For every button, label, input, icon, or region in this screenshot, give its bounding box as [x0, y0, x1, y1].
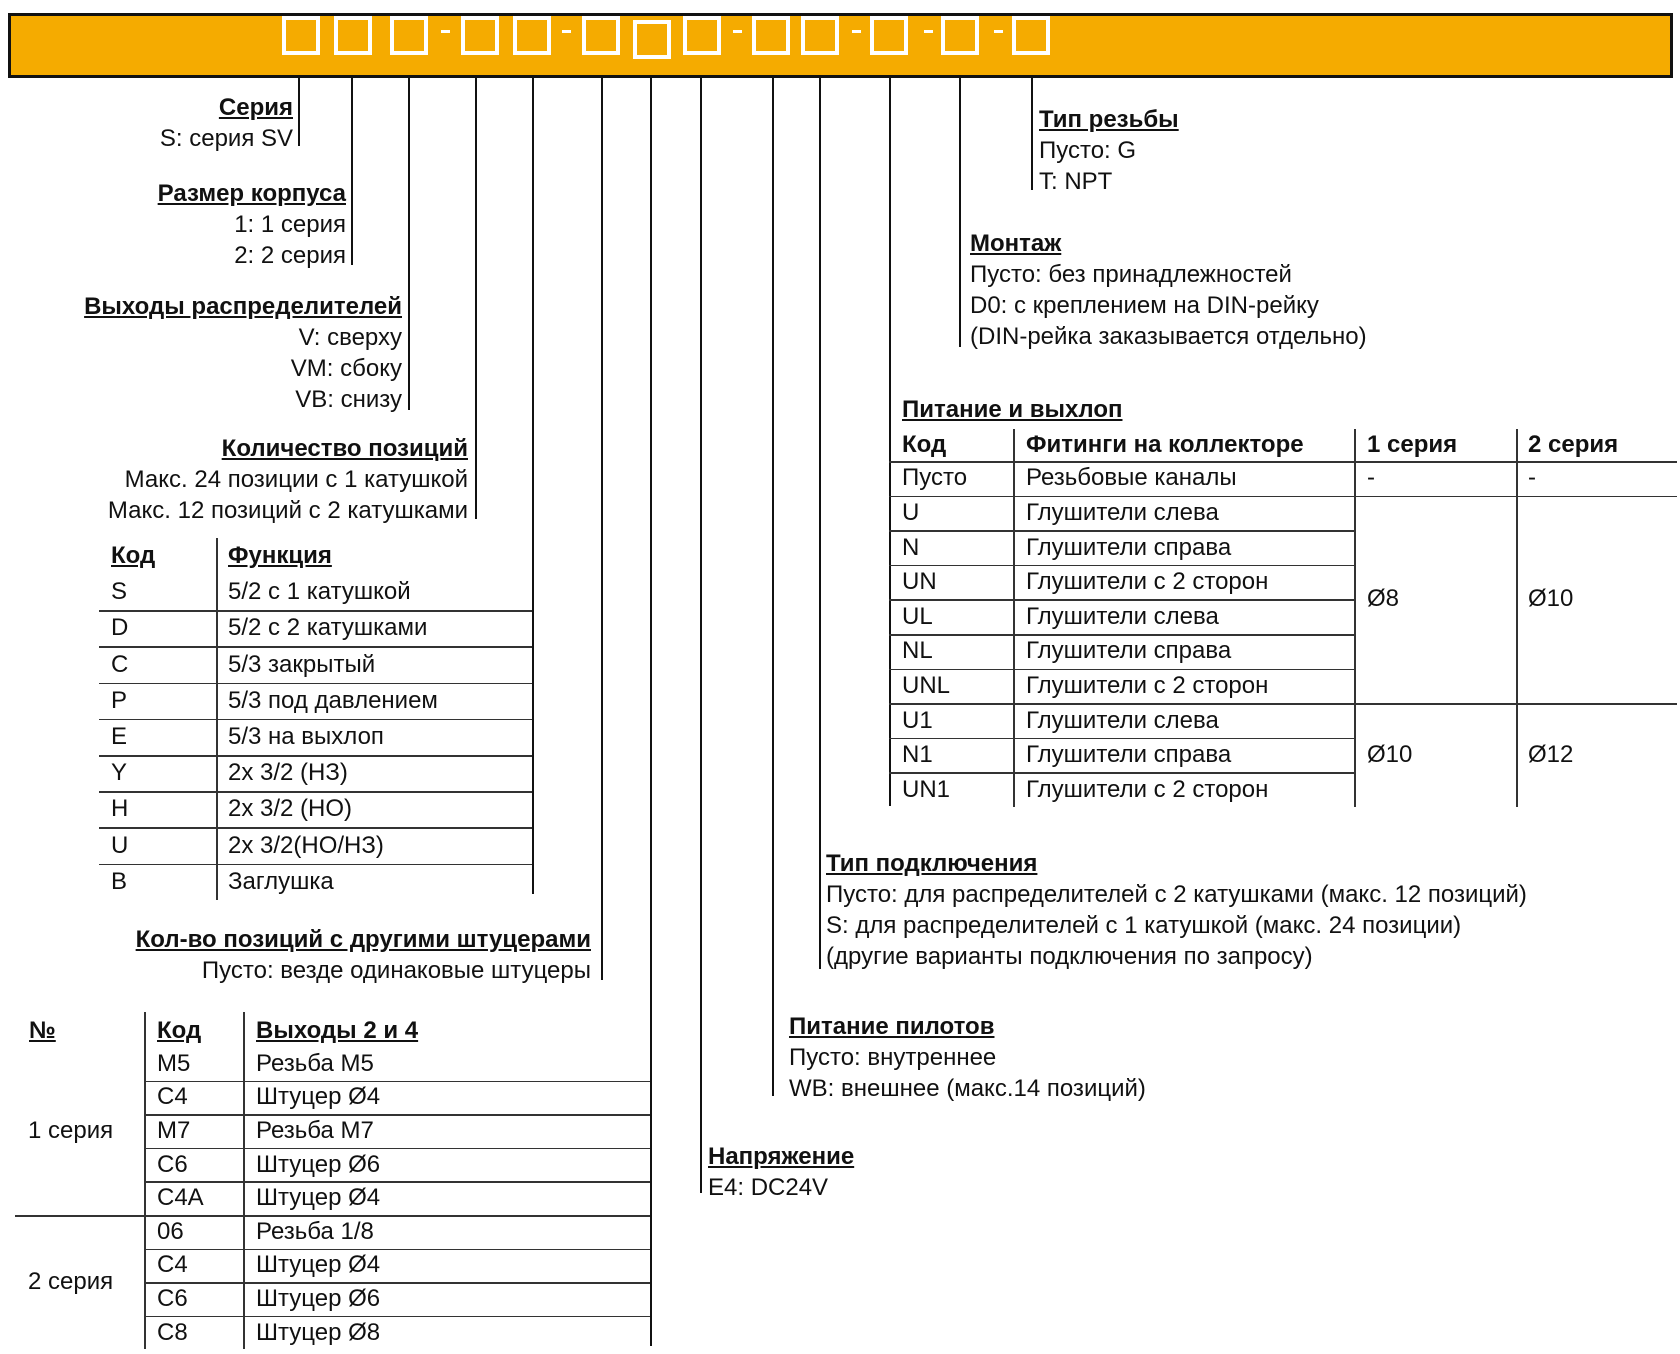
function-code: H [111, 795, 129, 823]
code-box [752, 16, 790, 55]
series-label: 2 серия [28, 1268, 114, 1296]
option-line: T: NPT [1039, 168, 1113, 195]
header-column: 2 серия [1528, 431, 1619, 458]
option-line: VM: сбоку [290, 355, 402, 382]
row-divider [99, 755, 532, 757]
exhaust-fitting: Глушители слева [1026, 498, 1219, 526]
row-divider [99, 646, 532, 648]
port-description: Штуцер Ø8 [256, 1318, 381, 1346]
header-outlets: Выходы 2 и 4 [256, 1017, 419, 1044]
series-label: 1 серия [28, 1117, 114, 1144]
port-code: C6 [157, 1285, 188, 1312]
leader-line [1031, 78, 1033, 190]
option-line: (DIN-рейка заказывается отдельно) [970, 323, 1367, 350]
exhaust-fitting: Глушители справа [1026, 533, 1232, 561]
row-divider [144, 1114, 650, 1116]
header-code: Код [157, 1017, 202, 1044]
function-code: P [111, 686, 128, 714]
voltage-title: Напряжение [708, 1143, 855, 1170]
thread-block [1039, 104, 1179, 197]
row-divider [889, 599, 1354, 601]
row-divider [99, 610, 532, 612]
code-separator [733, 30, 742, 33]
column-divider [1013, 429, 1015, 807]
option-line: E4: DC24V [708, 1174, 829, 1201]
code-separator [441, 30, 450, 33]
exhaust-code: NL [902, 637, 933, 665]
header-column: Фитинги на коллекторе [1026, 431, 1304, 458]
port-code: C8 [157, 1318, 188, 1346]
code-box [801, 16, 839, 55]
function-name: 5/3 на выхлоп [228, 722, 384, 750]
function-name: 5/3 закрытый [228, 650, 376, 678]
exhaust-code: N [902, 533, 920, 561]
option-line: Пусто: для распределителей с 2 катушками (макс. 12 позиций) [826, 881, 1527, 908]
row-divider [99, 827, 532, 829]
leader-line [298, 78, 300, 146]
leader-line [351, 78, 353, 265]
function-name: 2x 3/2 (НО) [228, 795, 353, 823]
code-box [633, 20, 671, 59]
mounting-block [970, 228, 1367, 352]
row-divider [889, 669, 1354, 671]
series1-size: Ø8 [1367, 585, 1400, 613]
header-column: Код [902, 431, 947, 458]
option-line: Пусто: G [1039, 137, 1137, 164]
row-divider [144, 1282, 650, 1284]
row-divider [889, 634, 1354, 636]
function-name: 2x 3/2 (НЗ) [228, 759, 348, 787]
option-line: D0: с креплением на DIN-рейку [970, 292, 1319, 319]
option-line: Пусто: без принадлежностей [970, 261, 1292, 288]
connection-block [826, 848, 1527, 972]
port-description: Штуцер Ø4 [256, 1184, 381, 1212]
port-code: C6 [157, 1150, 188, 1178]
header-code: Код [111, 542, 156, 569]
pilot-block [789, 1011, 1146, 1104]
pilot-title: Питание пилотов [789, 1013, 995, 1040]
thread-title: Тип резьбы [1039, 106, 1179, 133]
body-size-title: Размер корпуса [157, 180, 346, 207]
row-divider [144, 1148, 650, 1150]
exhaust-fitting: Глушители слева [1026, 602, 1219, 630]
port-description: Резьба M5 [256, 1049, 374, 1077]
option-line: S: для распределителей с 1 катушкой (макс. 24 позиции) [826, 912, 1462, 939]
positions-title: Количество позиций [221, 435, 468, 462]
exhaust-fitting: Глушители справа [1026, 637, 1232, 665]
port-code: C4A [157, 1184, 204, 1212]
code-box [390, 16, 428, 55]
code-box [461, 16, 499, 55]
voltage-block [708, 1141, 854, 1203]
header-column: 1 серия [1367, 431, 1458, 458]
series-title: Серия [218, 94, 293, 121]
exhaust-fitting: Резьбовые каналы [1026, 464, 1237, 492]
function-code: Y [111, 759, 128, 787]
row-divider [144, 1181, 650, 1183]
port-code: M7 [157, 1117, 191, 1144]
function-code: B [111, 867, 128, 895]
exhaust-code: UNL [902, 671, 951, 699]
leader-line [532, 78, 534, 894]
exhaust-code: UN1 [902, 775, 951, 803]
exhaust-code: UL [902, 602, 933, 630]
code-separator [994, 30, 1003, 33]
code-box [941, 16, 979, 55]
leader-line [819, 78, 821, 969]
order-code-bar [8, 13, 1673, 78]
option-line: 1: 1 серия [234, 211, 346, 238]
function-name: 5/2 с 2 катушками [228, 614, 428, 642]
port-description: Штуцер Ø4 [256, 1251, 381, 1279]
other-fittings-block [136, 924, 591, 986]
body-size-block [158, 178, 346, 271]
row-divider [889, 703, 1677, 705]
code-box [683, 16, 721, 55]
option-line: (другие варианты подключения по запросу) [826, 943, 1313, 970]
row-divider [889, 496, 1677, 498]
exhaust-fitting: Глушители с 2 сторон [1026, 568, 1269, 596]
option-line: Макс. 24 позиции с 1 катушкой [124, 466, 468, 493]
row-divider [144, 1316, 650, 1318]
port-code: 06 [157, 1217, 184, 1245]
exhaust-code: U1 [902, 706, 933, 734]
row-divider [889, 530, 1354, 532]
series2-size: Ø12 [1528, 741, 1574, 769]
option-line: V: сверху [298, 324, 402, 351]
series1-size: Ø10 [1367, 741, 1413, 769]
code-box [870, 16, 908, 55]
supply-exhaust-title: Питание и выхлоп [902, 396, 1123, 423]
function-code: E [111, 722, 128, 750]
exhaust-code: UN [902, 568, 937, 596]
leader-line [959, 78, 961, 347]
function-name: 5/3 под давлением [228, 686, 438, 714]
function-code: S [111, 578, 128, 606]
exhaust-fitting: Глушители с 2 сторон [1026, 671, 1269, 699]
option-line: Пусто: внутреннее [789, 1044, 997, 1071]
port-description: Штуцер Ø6 [256, 1150, 381, 1178]
connection-title: Тип подключения [826, 850, 1038, 877]
option-line: Пусто: везде одинаковые штуцеры [201, 957, 591, 984]
exhaust-code: Пусто [902, 464, 968, 492]
exhaust-fitting: Глушители слева [1026, 706, 1219, 734]
option-line: VB: снизу [295, 386, 402, 413]
header-function: Функция [228, 542, 332, 569]
exhaust-fitting: Глушители с 2 сторон [1026, 775, 1269, 803]
row-divider [99, 864, 532, 866]
column-divider [1516, 429, 1518, 807]
row-divider [889, 738, 1354, 740]
series1-size: - [1367, 464, 1375, 492]
exhaust-code: U [902, 498, 920, 526]
option-line: WB: внешнее (макс.14 позиций) [789, 1075, 1146, 1102]
row-divider [99, 791, 532, 793]
port-description: Резьба M7 [256, 1117, 374, 1144]
code-box [282, 16, 320, 55]
outlets-block [84, 291, 402, 415]
row-divider [99, 683, 532, 685]
exhaust-code: N1 [902, 741, 933, 769]
function-code: U [111, 831, 129, 859]
leader-line [700, 78, 702, 1193]
code-box [513, 16, 551, 55]
other-fittings-title: Кол-во позиций с другими штуцерами [135, 926, 591, 953]
exhaust-fitting: Глушители справа [1026, 741, 1232, 769]
row-divider [144, 1249, 650, 1251]
leader-line [475, 78, 477, 519]
code-box [334, 16, 372, 55]
port-code: M5 [157, 1049, 191, 1077]
series2-size: Ø10 [1528, 585, 1574, 613]
port-code: C4 [157, 1083, 188, 1111]
function-code: C [111, 650, 129, 678]
leader-line [408, 78, 410, 410]
option-line: S: серия SV [159, 125, 293, 152]
series2-size: - [1528, 464, 1536, 492]
code-separator [562, 30, 571, 33]
row-divider [144, 1081, 650, 1083]
function-name: 5/2 с 1 катушкой [228, 578, 411, 606]
option-line: 2: 2 серия [234, 242, 346, 269]
option-line: Макс. 12 позиций с 2 катушками [107, 497, 468, 524]
row-divider [99, 719, 532, 721]
leader-line [601, 78, 603, 980]
code-box [1012, 16, 1050, 55]
outlets-title: Выходы распределителей [84, 293, 402, 320]
port-code: C4 [157, 1251, 188, 1279]
leader-line [650, 78, 652, 1346]
row-divider [889, 565, 1354, 567]
port-description: Штуцер Ø4 [256, 1083, 381, 1111]
code-separator [924, 30, 933, 33]
function-name: Заглушка [228, 867, 334, 895]
port-description: Резьба 1/8 [256, 1217, 374, 1245]
mounting-title: Монтаж [970, 230, 1062, 257]
series-block [160, 92, 293, 154]
positions-block [108, 433, 468, 526]
function-code: D [111, 614, 129, 642]
code-separator [852, 30, 861, 33]
leader-line [889, 78, 891, 806]
row-divider [889, 772, 1354, 774]
header-number: № [29, 1017, 56, 1044]
column-divider [1354, 429, 1356, 807]
code-box [582, 16, 620, 55]
port-description: Штуцер Ø6 [256, 1285, 381, 1312]
leader-line [772, 78, 774, 1096]
function-name: 2x 3/2(НО/НЗ) [228, 831, 384, 859]
header-divider [889, 461, 1677, 463]
